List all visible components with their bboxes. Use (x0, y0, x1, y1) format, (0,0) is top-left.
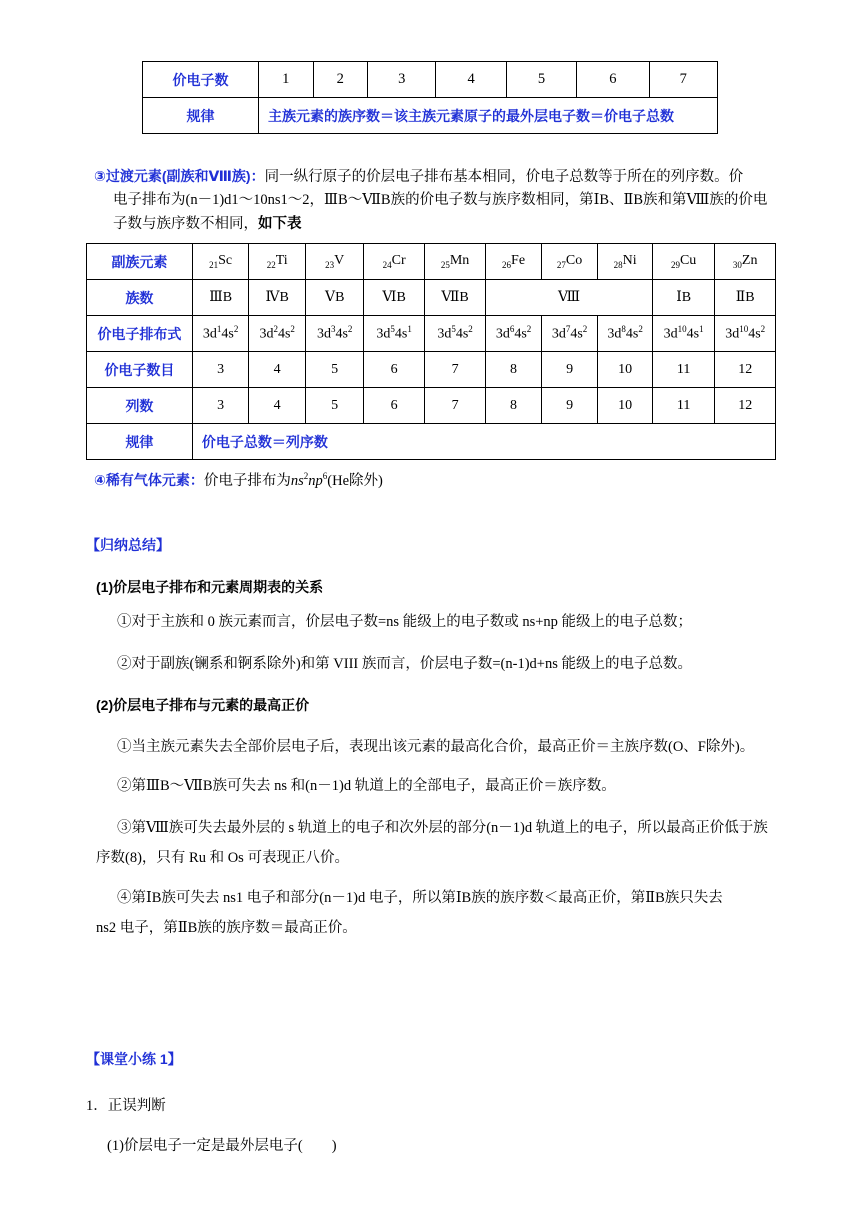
table-row (87, 244, 776, 280)
config-cell: $3d^84s^2$ (598, 316, 653, 352)
question-item: (1)价层电子一定是最外层电子( ) (107, 1138, 337, 1154)
practice-header: 【课堂小练 1】 (86, 1051, 182, 1067)
row-label: 族数 (87, 280, 193, 316)
config-cell: $3d^{10}4s^2$ (715, 316, 776, 352)
table-cell: 4 (249, 388, 306, 424)
config-cell: $3d^{10}4s^1$ (652, 316, 714, 352)
group-cell: ⅢB (192, 280, 249, 316)
table-cell: 10 (598, 352, 653, 388)
table-row (87, 388, 776, 424)
row-label: 列数 (87, 388, 193, 424)
summary-heading-1: (1)价层电子排布和元素周期表的关系 (96, 579, 324, 595)
table-row (87, 352, 776, 388)
element-cell: $_{26}$Fe (486, 244, 542, 280)
config-cell: $3d^34s^2$ (305, 316, 363, 352)
config-cell: $3d^54s^1$ (364, 316, 424, 352)
summary-heading-2: (2)价层电子排布与元素的最高正价 (96, 697, 310, 713)
group-cell: ⅦB (424, 280, 485, 316)
table-cell: 5 (506, 62, 576, 98)
row-label: 副族元素 (87, 244, 193, 280)
config-cell: $3d^64s^2$ (486, 316, 542, 352)
summary-paragraph: ②第ⅢB～ⅦB族可失去 ns 和(n－1)d 轨道上的全部电子，最高正价＝族序数。 (117, 778, 616, 794)
element-cell: $_{22}$Ti (249, 244, 306, 280)
config-cell: $3d^24s^2$ (249, 316, 306, 352)
row-label: 规律 (87, 424, 193, 460)
element-cell: $_{28}$Ni (598, 244, 653, 280)
table-cell: 8 (486, 388, 542, 424)
row-label: 价电子数目 (87, 352, 193, 388)
question-title: 1．正误判断 (86, 1098, 166, 1114)
table-cell: 12 (715, 352, 776, 388)
table-cell: 11 (652, 388, 714, 424)
group-cell: ⅥB (364, 280, 424, 316)
config-cell: $3d^54s^2$ (424, 316, 485, 352)
summary-paragraph: ①当主族元素失去全部价层电子后，表现出该元素的最高化合价，最高正价＝主族序数(O、F除外)。 (117, 739, 755, 755)
row-label: 规律 (143, 98, 259, 134)
table-cell: 3 (192, 388, 249, 424)
summary-paragraph: ②对于副族(镧系和锕系除外)和第 VIII 族而言，价层电子数=(n-1)d+ns 能级上的电子总数。 (117, 656, 692, 672)
table-cell: 4 (249, 352, 306, 388)
group-cell: Ⅷ (486, 280, 653, 316)
table-cell: 7 (649, 62, 717, 98)
main-group-table (142, 61, 718, 134)
table-cell: 3 (368, 62, 436, 98)
noble-gas-line: ④稀有气体元素：价电子排布为$ns^2np^6(He$除外) (94, 471, 383, 489)
table-cell: 9 (541, 352, 598, 388)
element-cell: $_{30}$Zn (715, 244, 776, 280)
table-cell: 6 (364, 388, 424, 424)
summary-paragraph: ①对于主族和 0 族元素而言，价层电子数=ns 能级上的电子数或 ns+np 能级上的电子总数； (117, 614, 693, 630)
row-label: 价电子排布式 (87, 316, 193, 352)
group-cell: ⅠB (652, 280, 714, 316)
table-cell: 1 (258, 62, 313, 98)
table-cell: 7 (424, 388, 485, 424)
group-cell: ⅤB (305, 280, 363, 316)
element-cell: $_{25}$Mn (424, 244, 485, 280)
table-cell: 11 (652, 352, 714, 388)
summary-paragraph: ns2 电子，第ⅡB族的族序数＝最高正价。 (96, 920, 357, 936)
table-cell: 6 (364, 352, 424, 388)
table-cell: 3 (192, 352, 249, 388)
rule-text: 价电子总数＝列序数 (192, 424, 775, 460)
rule-text: 主族元素的族序数＝该主族元素原子的最外层电子数＝价电子总数 (258, 98, 717, 134)
element-cell: $_{29}$Cu (652, 244, 714, 280)
table-cell: 7 (424, 352, 485, 388)
table-cell: 2 (313, 62, 368, 98)
table-cell: 12 (715, 388, 776, 424)
group-cell: ⅡB (715, 280, 776, 316)
table-row (87, 316, 776, 352)
config-cell: $3d^74s^2$ (541, 316, 598, 352)
table-row (143, 62, 718, 98)
transition-line-2: 电子排布为(n－1)d1～10ns1～2，ⅢB～ⅦB族的价电子数与族序数相同，第ⅠB、ⅡB族和第Ⅷ族的价电 (113, 192, 768, 208)
element-cell: $_{23}$V (305, 244, 363, 280)
transition-title: ③过渡元素(副族和Ⅷ族)： (94, 168, 265, 184)
table-cell: 4 (436, 62, 506, 98)
element-cell: $_{21}$Sc (192, 244, 249, 280)
table-row (87, 280, 776, 316)
config-cell: $3d^14s^2$ (192, 316, 249, 352)
table-cell: 9 (541, 388, 598, 424)
summary-paragraph: ④第ⅠB族可失去 ns1 电子和部分(n－1)d 电子，所以第ⅠB族的族序数＜最高正价，第ⅡB族只失去 (117, 890, 723, 906)
summary-paragraph: 序数(8)，只有 Ru 和 Os 可表现正八价。 (96, 850, 349, 866)
table-row (87, 424, 776, 460)
transition-table (86, 243, 776, 460)
table-cell: 5 (305, 352, 363, 388)
group-cell: ⅣB (249, 280, 306, 316)
table-row (143, 98, 718, 134)
table-cell: 8 (486, 352, 542, 388)
table-cell: 10 (598, 388, 653, 424)
summary-header: 【归纳总结】 (86, 537, 170, 553)
element-cell: $_{27}$Co (541, 244, 598, 280)
row-label: 价电子数 (143, 62, 259, 98)
table-cell: 5 (305, 388, 363, 424)
transition-line-3: 子数与族序数不相同，如下表 (113, 216, 302, 232)
element-cell: $_{24}$Cr (364, 244, 424, 280)
summary-paragraph: ③第Ⅷ族可失去最外层的 s 轨道上的电子和次外层的部分(n－1)d 轨道上的电子，所以最高正价低于族 (117, 820, 768, 836)
table-cell: 6 (577, 62, 649, 98)
transition-line-1: ③过渡元素(副族和Ⅷ族)：同一纵行原子的价层电子排布基本相同，价电子总数等于所在的列序数。价 (94, 168, 744, 185)
